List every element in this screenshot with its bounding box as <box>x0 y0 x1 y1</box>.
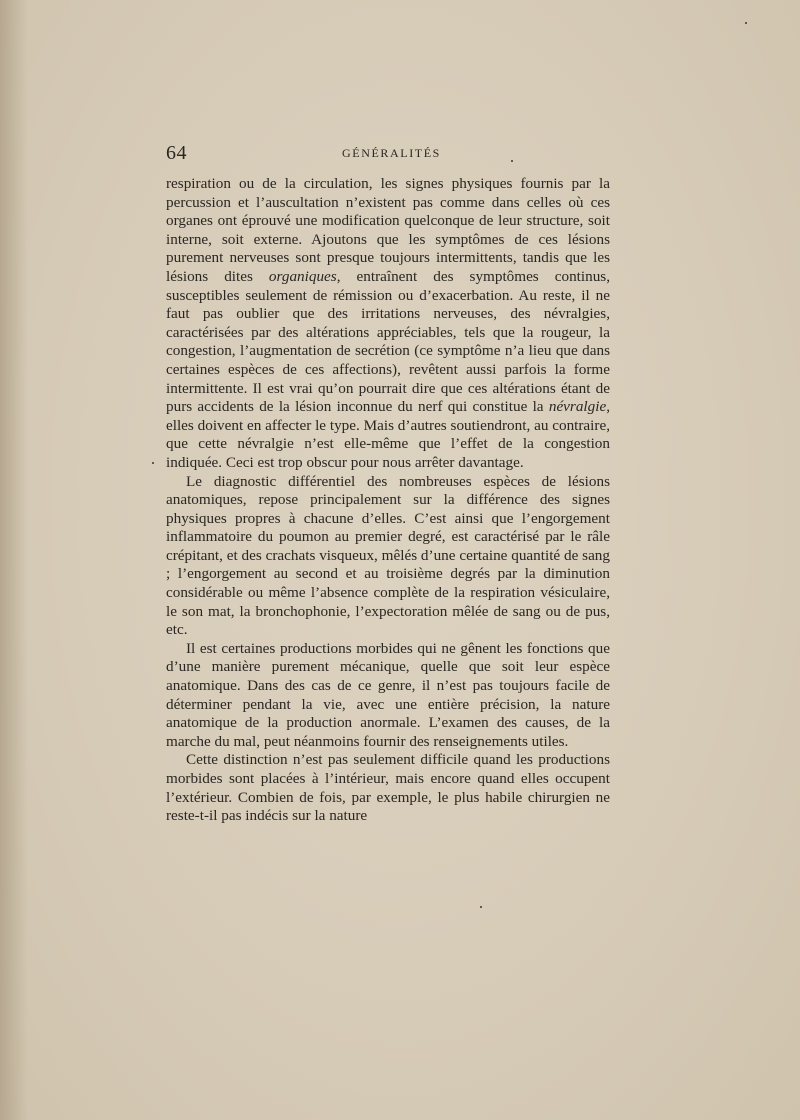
italic-term-organiques: organiques <box>268 267 337 285</box>
page-gutter-shadow <box>0 0 28 1120</box>
text-run: Cette distinction n’est pas seulement difficile quand les productions morbides sont placées à l’intérieur, mais encore quand elles occupent l’extérieur. Combien de fois, par exemple, le plus habile chirurgien ne reste-t-il pas indécis sur la nature <box>166 751 610 825</box>
paper-speck <box>745 22 747 24</box>
paragraph-3 <box>166 640 610 752</box>
body-text <box>166 175 610 826</box>
paragraph-4 <box>166 751 610 825</box>
text-run: respiration ou de la circulation, les signes physiques fournis par la percussion et l’auscultation n’existent pas comme dans celles où ces organes ont éprouvé une modification quelconque de leur structure, soit interne, soit externe. Ajoutons que les symptômes de ces lésions purement nerveuses sont presque toujours intermittents, tandis que les lésions dites <box>166 175 610 285</box>
paper-speck <box>511 160 513 162</box>
text-run: , elles doivent en affecter le type. Mais d’autres soutiendront, au contraire, que cette névralgie n’est elle-même que l’effet de la congestion indiquée. Ceci est trop obscur pour nous arrêter davantage. <box>166 398 610 471</box>
paper-speck <box>152 462 154 464</box>
running-head: GÉNÉRALITÉS <box>342 146 441 160</box>
page-header <box>166 142 610 166</box>
text-run: , entraînent des symptômes continus, susceptibles seulement de rémission ou d’exacerbation. Au reste, il ne faut pas oublier que des irritations nerveuses, des névralgies, caractérisées par des altérations appréciables, tels que la rougeur, la congestion, l’augmentation de secrétion (ce symptôme n’a lieu que dans certaines espèces de ces affections), revêtent aussi parfois la forme intermittente. Il est vrai qu’on pourrait dire que ces altérations étant de purs accidents de la lésion inconnue du nerf qui constitue la <box>166 267 611 416</box>
paragraph-1 <box>166 175 610 473</box>
paper-speck <box>480 906 482 908</box>
text-run: Il est certaines productions morbides qui ne gênent les fonctions que d’une manière purement mécanique, quelle que soit leur espèce anatomique. Dans des cas de ce genre, il n’est pas toujours facile de déterminer pendant la vie, avec une entière précision, la nature anatomique de la production anormale. L’examen des causes, de la marche du mal, peut néanmoins fournir des renseignements utiles. <box>166 639 610 750</box>
text-run: Le diagnostic différentiel des nombreuses espèces de lésions anatomiques, repose principalement sur la différence des signes physiques propres à chacune d’elles. C’est ainsi que l’engorgement inflammatoire du poumon au premier degré, est caractérisé par le râle crépitant, et des crachats visqueux, mêlés d’une certaine quantité de sang ; l’engorgement au second et au troisième degrés par la diminution considérable ou même l’absence complète de la respiration vésiculaire, le son mat, la bronchophonie, l’expectoration mêlée de sang ou de pus, etc. <box>166 472 610 639</box>
paragraph-2 <box>166 473 610 640</box>
page-number: 64 <box>166 142 187 164</box>
italic-term-nevralgie: névralgie <box>548 398 607 416</box>
